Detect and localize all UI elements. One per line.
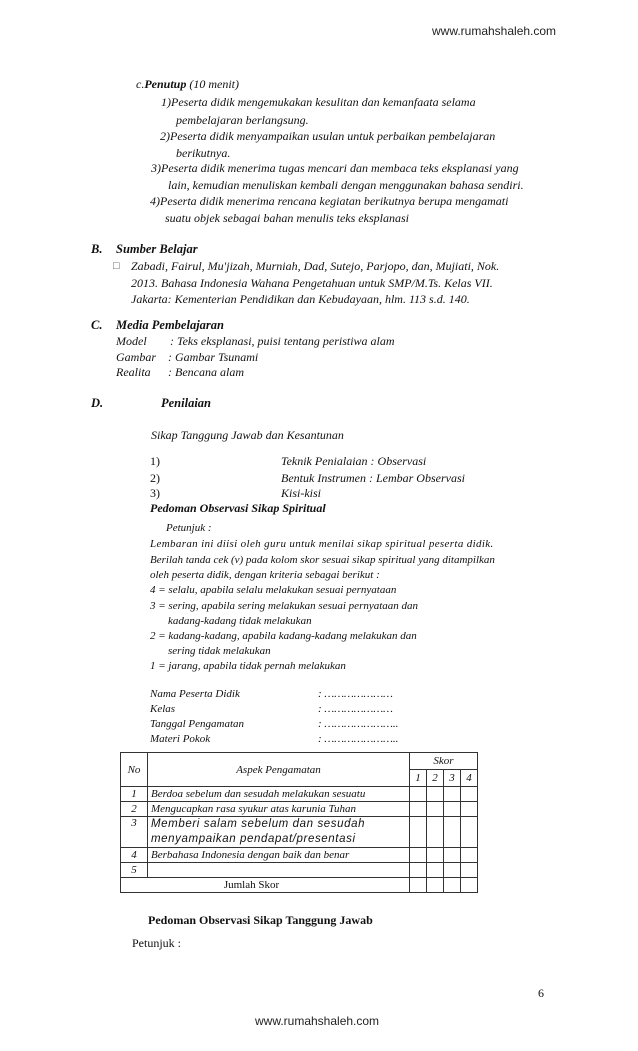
score-cell[interactable] <box>410 878 427 893</box>
penutup-heading <box>136 76 239 93</box>
table-row <box>121 802 478 817</box>
score-cell[interactable] <box>410 863 427 878</box>
media-label: Realita <box>116 365 151 379</box>
petunjuk-line: 1 = jarang, apabila tidak pernah melakukan <box>150 660 346 672</box>
section-b-title: Sumber Belajar <box>116 242 198 256</box>
row-no: 2 <box>121 802 148 817</box>
field-label: Nama Peserta Didik <box>150 688 240 700</box>
score-header: 1 <box>410 770 427 787</box>
score-header: 4 <box>461 770 478 787</box>
penutup-line: suatu objek sebagai bahan menulis teks eksplanasi <box>165 211 409 225</box>
table-header-row <box>121 753 478 770</box>
row-no: 1 <box>121 787 148 802</box>
petunjuk-line: 4 = selalu, apabila selalu melakukan sesuai pernyataan <box>150 584 397 596</box>
penilaian-item-num: 3) <box>150 486 160 500</box>
score-cell[interactable] <box>444 817 461 848</box>
table-row <box>121 863 478 878</box>
observation-table <box>120 752 478 893</box>
penilaian-item-text: Bentuk Instrumen : Lembar Observasi <box>281 471 465 485</box>
score-cell[interactable] <box>444 802 461 817</box>
field-value: : ………………… <box>318 703 393 715</box>
sumber-line: Jakarta: Kementerian Pendidikan dan Kebudayaan, hlm. 113 s.d. 140. <box>131 292 470 306</box>
penilaian-item-num: 1) <box>150 454 160 468</box>
bullet-icon: □ <box>113 260 120 272</box>
score-cell[interactable] <box>427 802 444 817</box>
section-d-title: Penilaian <box>161 396 212 410</box>
petunjuk-line: sering tidak melakukan <box>168 645 271 657</box>
row-aspek-line: Memberi salam sebelum dan sesudah <box>151 818 366 830</box>
penilaian-item-text: Kisi-kisi <box>281 486 322 500</box>
col-no-header: No <box>121 753 148 787</box>
score-cell[interactable] <box>444 787 461 802</box>
score-cell[interactable] <box>410 802 427 817</box>
score-cell[interactable] <box>461 878 478 893</box>
footer-url: www.rumahshaleh.com <box>255 1014 380 1028</box>
row-aspek: Berdoa sebelum dan sesudah melakukan sesuatu <box>148 787 410 802</box>
penutup-line: pembelajaran berlangsung. <box>176 113 309 127</box>
table-row <box>121 787 478 802</box>
section-c-letter: C. <box>91 318 103 332</box>
score-cell[interactable] <box>427 848 444 863</box>
header-url: www.rumahshaleh.com <box>432 24 557 38</box>
table-row <box>121 848 478 863</box>
score-cell[interactable] <box>444 863 461 878</box>
section-d-letter: D. <box>91 396 104 410</box>
row-aspek <box>148 863 410 878</box>
total-label: Jumlah Skor <box>121 878 410 893</box>
score-cell[interactable] <box>427 863 444 878</box>
sikap-title: Sikap Tanggung Jawab dan Kesantunan <box>151 428 344 442</box>
row-aspek: Berbahasa Indonesia dengan baik dan benar <box>148 848 410 863</box>
media-value: : Bencana alam <box>168 365 244 379</box>
row-aspek <box>148 817 410 848</box>
row-aspek-line: menyampaikan pendapat/presentasi <box>151 833 356 845</box>
petunjuk-bottom: Petunjuk : <box>132 936 182 950</box>
petunjuk-line: Lembaran ini diisi oleh guru untuk menilai sikap spiritual peserta didik. <box>150 538 494 550</box>
score-cell[interactable] <box>461 802 478 817</box>
petunjuk-line: oleh peserta didik, dengan kriteria sebagai berikut : <box>150 569 380 581</box>
penilaian-item-text: Teknik Penialaian : Observasi <box>281 454 427 468</box>
field-label: Kelas <box>150 703 176 715</box>
table-row <box>121 817 478 848</box>
pedoman-tanggung-jawab-title: Pedoman Observasi Sikap Tanggung Jawab <box>148 913 373 927</box>
penutup-duration: (10 menit) <box>189 77 239 91</box>
score-cell[interactable] <box>410 848 427 863</box>
score-header: 2 <box>427 770 444 787</box>
score-header: 3 <box>444 770 461 787</box>
petunjuk-label: Petunjuk : <box>166 522 212 534</box>
sumber-line: Zabadi, Fairul, Mu'jizah, Murniah, Dad, Sutejo, Parjopo, dan, Mujiati, Nok. <box>131 259 500 273</box>
score-cell[interactable] <box>410 787 427 802</box>
penutup-prefix: c. <box>136 77 145 91</box>
section-c-title: Media Pembelajaran <box>116 318 224 332</box>
score-cell[interactable] <box>427 787 444 802</box>
penutup-line: 4)Peserta didik menerima rencana kegiatan berikutnya berupa mengamati <box>150 194 509 208</box>
col-aspek-header: Aspek Pengamatan <box>148 753 410 787</box>
score-cell[interactable] <box>461 817 478 848</box>
field-label: Tanggal Pengamatan <box>150 718 245 730</box>
pedoman-spiritual-title: Pedoman Observasi Sikap Spiritual <box>150 501 326 515</box>
row-no: 3 <box>121 817 148 848</box>
petunjuk-line: 2 = kadang-kadang, apabila kadang-kadang melakukan dan <box>150 630 417 642</box>
field-label: Materi Pokok <box>150 733 211 745</box>
row-no: 5 <box>121 863 148 878</box>
score-cell[interactable] <box>427 817 444 848</box>
table-total-row <box>121 878 478 893</box>
penilaian-item-num: 2) <box>150 471 160 485</box>
score-cell[interactable] <box>461 863 478 878</box>
score-cell[interactable] <box>427 878 444 893</box>
penutup-line: 1)Peserta didik mengemukakan kesulitan dan kemanfaata selama <box>161 95 476 109</box>
media-label: Gambar <box>116 350 157 364</box>
petunjuk-line: kadang-kadang tidak melakukan <box>168 615 312 627</box>
score-cell[interactable] <box>444 878 461 893</box>
score-cell[interactable] <box>444 848 461 863</box>
penutup-line: 3)Peserta didik menerima tugas mencari dan membaca teks eksplanasi yang <box>151 161 519 175</box>
col-skor-header: Skor <box>410 753 478 770</box>
field-value: : ………………….. <box>318 718 399 730</box>
score-cell[interactable] <box>410 817 427 848</box>
score-cell[interactable] <box>461 848 478 863</box>
sumber-line: 2013. Bahasa Indonesia Wahana Pengetahuan untuk SMP/M.Ts. Kelas VII. <box>131 276 493 290</box>
row-aspek: Mengucapkan rasa syukur atas karunia Tuhan <box>148 802 410 817</box>
media-value: : Gambar Tsunami <box>168 350 259 364</box>
petunjuk-line: 3 = sering, apabila sering melakukan sesuai pernyataan dan <box>150 600 419 612</box>
penutup-title: Penutup <box>144 77 187 91</box>
petunjuk-line: Berilah tanda cek (v) pada kolom skor sesuai sikap spiritual yang ditampilkan <box>150 554 495 566</box>
media-label: Model <box>116 334 147 348</box>
row-no: 4 <box>121 848 148 863</box>
field-value: : ………………… <box>318 688 393 700</box>
penutup-line: 2)Peserta didik menyampaikan usulan untuk perbaikan pembelajaran <box>160 129 496 143</box>
penutup-line: lain, kemudian menuliskan kembali dengan menggunakan bahasa sendiri. <box>168 178 524 192</box>
page-number: 6 <box>538 986 544 1000</box>
field-value: : ………………….. <box>318 733 399 745</box>
score-cell[interactable] <box>461 787 478 802</box>
penutup-line: berikutnya. <box>176 146 231 160</box>
section-b-letter: B. <box>91 242 103 256</box>
media-value: : Teks eksplanasi, puisi tentang peristiwa alam <box>170 334 395 348</box>
